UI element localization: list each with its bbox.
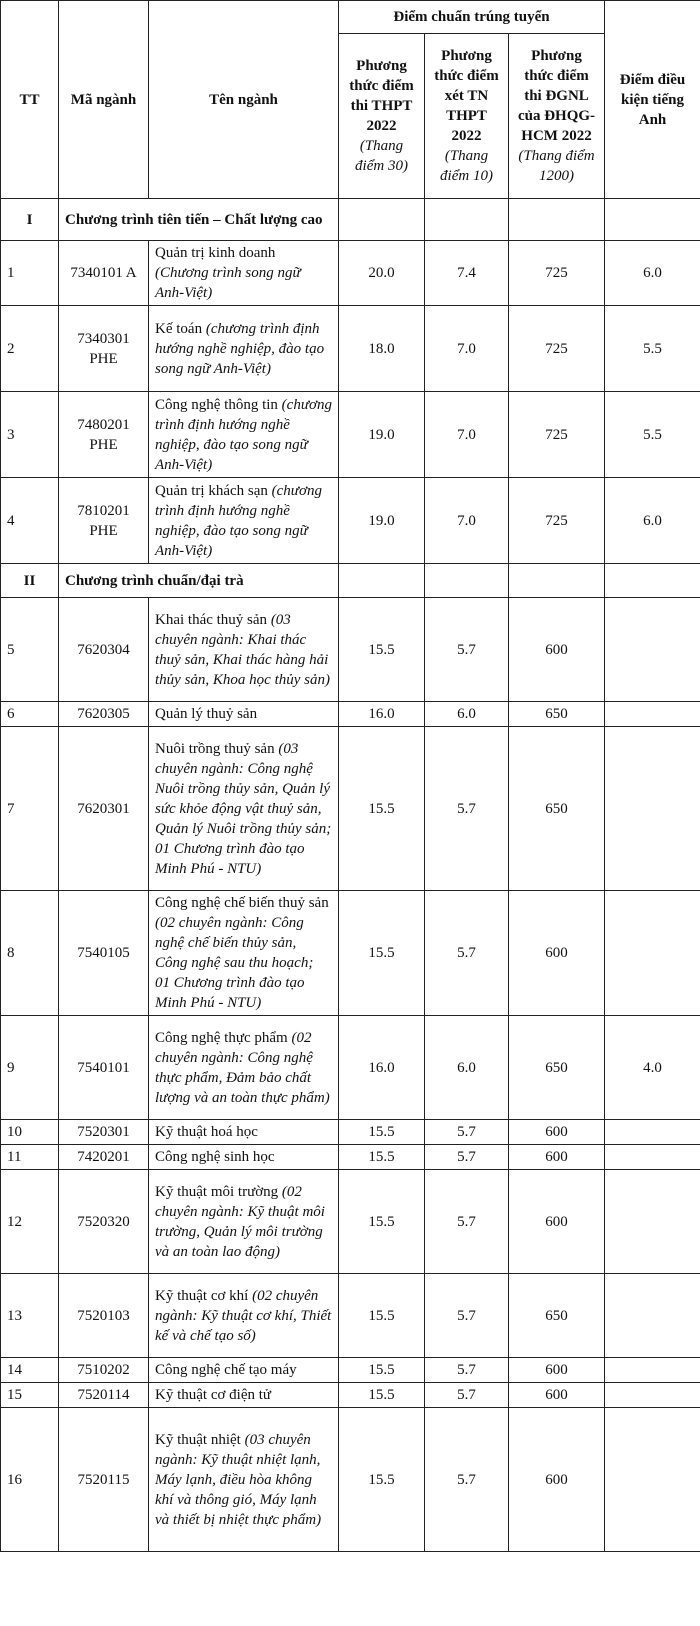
row-program-name: Kế toán [155, 320, 203, 337]
table-row [1, 1145, 700, 1170]
table-row [1, 1170, 700, 1274]
row-code: 7480201 PHE [59, 392, 149, 478]
row-english-score: 5.5 [605, 392, 700, 478]
row-program [149, 1120, 339, 1145]
row-code: 7620305 [59, 702, 149, 727]
row-score-tn: 5.7 [425, 1408, 509, 1552]
row-code: 7340301 PHE [59, 306, 149, 392]
row-english-score [605, 598, 700, 702]
header-method-tn-label: Phương thức điểm xét TN THPT 2022 [434, 48, 499, 144]
row-tt: 3 [1, 392, 59, 478]
row-score-thpt: 15.5 [339, 727, 425, 891]
row-code: 7420201 [59, 1145, 149, 1170]
row-score-tn: 5.7 [425, 1274, 509, 1358]
row-program [149, 1408, 339, 1552]
row-code: 7540105 [59, 891, 149, 1016]
row-score-tn: 6.0 [425, 1016, 509, 1120]
row-tt: 15 [1, 1383, 59, 1408]
header-method-tn [425, 34, 509, 199]
row-score-thpt: 15.5 [339, 1383, 425, 1408]
row-program [149, 241, 339, 306]
row-score-thpt: 15.5 [339, 1170, 425, 1274]
section-id: I [1, 199, 59, 241]
row-score-tn: 5.7 [425, 598, 509, 702]
row-program-name: Quản trị khách sạn [155, 482, 268, 499]
row-score-thpt: 15.5 [339, 598, 425, 702]
row-english-score [605, 1145, 700, 1170]
row-score-thpt: 15.5 [339, 1145, 425, 1170]
row-score-dgnl: 600 [509, 1408, 605, 1552]
row-tt: 1 [1, 241, 59, 306]
row-program [149, 478, 339, 564]
row-tt: 10 [1, 1120, 59, 1145]
row-program [149, 1145, 339, 1170]
row-english-score: 4.0 [605, 1016, 700, 1120]
table-row [1, 891, 700, 1016]
row-score-thpt: 15.5 [339, 1274, 425, 1358]
row-program-note: (03 chuyên ngành: Kỹ thuật nhiệt lạnh, Máy lạnh, điều hòa không khí và thông gió, Máy lạnh và thiết bị nhiệt thực phẩm) [155, 1431, 322, 1528]
row-tt: 13 [1, 1274, 59, 1358]
row-score-tn: 7.0 [425, 392, 509, 478]
row-program [149, 1016, 339, 1120]
row-program [149, 727, 339, 891]
header-english-condition: Điểm điều kiện tiếng Anh [605, 1, 700, 199]
header-ma-nganh: Mã ngành [59, 1, 149, 199]
row-tt: 7 [1, 727, 59, 891]
row-tt: 2 [1, 306, 59, 392]
table-row [1, 392, 700, 478]
header-method-dgnl-label: Phương thức điểm thi ĐGNL của ĐHQG-HCM 2022 [517, 48, 596, 144]
row-score-dgnl: 650 [509, 1016, 605, 1120]
row-score-tn: 7.4 [425, 241, 509, 306]
row-program [149, 306, 339, 392]
row-score-thpt: 19.0 [339, 392, 425, 478]
header-method-thpt [339, 34, 425, 199]
row-score-tn: 5.7 [425, 891, 509, 1016]
row-code: 7510202 [59, 1358, 149, 1383]
row-program [149, 1170, 339, 1274]
row-score-tn: 5.7 [425, 1383, 509, 1408]
row-score-dgnl: 600 [509, 1358, 605, 1383]
row-score-thpt: 18.0 [339, 306, 425, 392]
table-row [1, 1016, 700, 1120]
row-program-note: (02 chuyên ngành: Kỹ thuật cơ khí, Thiết kế và chế tạo số) [155, 1287, 332, 1344]
row-tt: 5 [1, 598, 59, 702]
row-score-thpt: 19.0 [339, 478, 425, 564]
row-program-note: (02 chuyên ngành: Kỹ thuật môi trường, Quản lý môi trường và an toàn lao động) [155, 1183, 325, 1260]
row-score-tn: 5.7 [425, 727, 509, 891]
row-english-score [605, 1120, 700, 1145]
row-code: 7620304 [59, 598, 149, 702]
row-program [149, 598, 339, 702]
header-ten-nganh: Tên ngành [149, 1, 339, 199]
row-code: 7540101 [59, 1016, 149, 1120]
header-tt: TT [1, 1, 59, 199]
row-score-dgnl: 600 [509, 598, 605, 702]
table-row [1, 1383, 700, 1408]
section-row [1, 564, 700, 598]
header-method-thpt-note: (Thang điểm 30) [355, 138, 408, 174]
header-diem-chuan-group: Điểm chuẩn trúng tuyển [339, 1, 605, 34]
header-method-thpt-label: Phương thức điểm thi THPT 2022 [349, 58, 414, 134]
row-score-dgnl: 600 [509, 1383, 605, 1408]
row-program [149, 392, 339, 478]
row-english-score [605, 1383, 700, 1408]
row-score-dgnl: 650 [509, 727, 605, 891]
row-score-thpt: 15.5 [339, 1358, 425, 1383]
row-program-note: (02 chuyên ngành: Công nghệ thực phẩm, Đảm bảo chất lượng và an toàn thực phẩm) [155, 1029, 330, 1106]
row-code: 7340101 A [59, 241, 149, 306]
row-program-name: Kỹ thuật môi trường [155, 1183, 279, 1200]
row-program-note: (03 chuyên ngành: Công nghệ Nuôi trồng thủy sản, Quản lý sức khỏe động vật thuỷ sản, Quản lý Nuôi trồng thủy sản; 01 Chương trình đào tạo Minh Phú - NTU) [155, 740, 332, 877]
section-title: Chương trình chuẩn/đại trà [59, 564, 339, 598]
row-program-name: Công nghệ thực phẩm [155, 1029, 288, 1046]
row-program [149, 1358, 339, 1383]
row-score-dgnl: 725 [509, 241, 605, 306]
row-code: 7520301 [59, 1120, 149, 1145]
row-score-tn: 5.7 [425, 1145, 509, 1170]
row-program [149, 891, 339, 1016]
row-tt: 9 [1, 1016, 59, 1120]
row-program-note: (chương trình định hướng nghề nghiệp, đào tạo song ngữ Anh-Việt) [155, 482, 322, 559]
row-code: 7810201 PHE [59, 478, 149, 564]
row-tt: 12 [1, 1170, 59, 1274]
row-english-score: 5.5 [605, 306, 700, 392]
row-program-note: (02 chuyên ngành: Công nghệ chế biến thủy sản, Công nghệ sau thu hoạch; 01 Chương trình đào tạo Minh Phú - NTU) [155, 915, 314, 1011]
table-row [1, 1274, 700, 1358]
row-english-score [605, 1170, 700, 1274]
row-program-note: (chương trình định hướng nghề nghiệp, đào tạo song ngữ Anh-Việt) [155, 396, 333, 473]
row-score-dgnl: 600 [509, 1170, 605, 1274]
row-english-score [605, 727, 700, 891]
row-program-note: (Chương trình song ngữ Anh-Việt) [155, 265, 301, 301]
table-row [1, 478, 700, 564]
row-score-thpt: 16.0 [339, 702, 425, 727]
row-program-name: Kỹ thuật cơ điện tử [155, 1387, 272, 1403]
row-score-dgnl: 650 [509, 1274, 605, 1358]
row-english-score: 6.0 [605, 478, 700, 564]
row-program-name: Kỹ thuật nhiệt [155, 1431, 241, 1448]
row-score-dgnl: 600 [509, 891, 605, 1016]
row-code: 7520115 [59, 1408, 149, 1552]
header-method-dgnl-note: (Thang điểm 1200) [518, 148, 595, 184]
row-program-name: Quản lý thuỷ sản [155, 706, 258, 722]
row-score-dgnl: 725 [509, 306, 605, 392]
row-program-name: Công nghệ chế tạo máy [155, 1362, 297, 1378]
row-score-tn: 7.0 [425, 478, 509, 564]
table-row [1, 1120, 700, 1145]
table-row [1, 241, 700, 306]
row-english-score [605, 1274, 700, 1358]
row-score-tn: 5.7 [425, 1170, 509, 1274]
row-score-dgnl: 725 [509, 478, 605, 564]
row-code: 7620301 [59, 727, 149, 891]
row-score-dgnl: 725 [509, 392, 605, 478]
section-title: Chương trình tiên tiến – Chất lượng cao [59, 199, 339, 241]
row-program-name: Công nghệ chế biến thuỷ sản [155, 895, 329, 911]
row-tt: 14 [1, 1358, 59, 1383]
row-english-score [605, 702, 700, 727]
row-score-tn: 5.7 [425, 1358, 509, 1383]
row-program-name: Kỹ thuật hoá học [155, 1124, 258, 1140]
row-code: 7520320 [59, 1170, 149, 1274]
row-program-note: (chương trình định hướng nghề nghiệp, đào tạo song ngữ Anh-Việt) [155, 320, 325, 377]
table-row [1, 1408, 700, 1552]
row-program-name: Khai thác thuỷ sản [155, 611, 268, 628]
header-method-dgnl [509, 34, 605, 199]
row-program-name: Công nghệ thông tin [155, 396, 278, 413]
row-english-score: 6.0 [605, 241, 700, 306]
row-score-thpt: 15.5 [339, 891, 425, 1016]
row-program [149, 702, 339, 727]
row-score-tn: 6.0 [425, 702, 509, 727]
row-english-score [605, 1408, 700, 1552]
row-tt: 6 [1, 702, 59, 727]
row-code: 7520114 [59, 1383, 149, 1408]
row-tt: 16 [1, 1408, 59, 1552]
table-row [1, 306, 700, 392]
row-program-note: (03 chuyên ngành: Khai thác thuỷ sản, Khai thác hàng hải thủy sản, Khoa học thủy sản) [155, 611, 330, 688]
row-score-thpt: 15.5 [339, 1408, 425, 1552]
section-row [1, 199, 700, 241]
row-program [149, 1383, 339, 1408]
row-score-dgnl: 600 [509, 1145, 605, 1170]
row-tt: 8 [1, 891, 59, 1016]
row-score-thpt: 20.0 [339, 241, 425, 306]
row-code: 7520103 [59, 1274, 149, 1358]
table-row [1, 1358, 700, 1383]
table-body [1, 199, 700, 1552]
row-score-dgnl: 650 [509, 702, 605, 727]
row-score-thpt: 16.0 [339, 1016, 425, 1120]
table-row [1, 598, 700, 702]
row-score-tn: 7.0 [425, 306, 509, 392]
row-score-thpt: 15.5 [339, 1120, 425, 1145]
row-english-score [605, 891, 700, 1016]
row-program-name: Quản trị kinh doanh [155, 245, 276, 261]
row-english-score [605, 1358, 700, 1383]
row-score-tn: 5.7 [425, 1120, 509, 1145]
table-row [1, 702, 700, 727]
row-program-name: Công nghệ sinh học [155, 1149, 275, 1165]
header-method-tn-note: (Thang điểm 10) [440, 148, 493, 184]
row-tt: 11 [1, 1145, 59, 1170]
row-score-dgnl: 600 [509, 1120, 605, 1145]
row-program [149, 1274, 339, 1358]
row-tt: 4 [1, 478, 59, 564]
section-id: II [1, 564, 59, 598]
row-program-name: Nuôi trồng thuỷ sản [155, 740, 275, 757]
row-program-name: Kỹ thuật cơ khí [155, 1287, 249, 1304]
table-row [1, 727, 700, 891]
